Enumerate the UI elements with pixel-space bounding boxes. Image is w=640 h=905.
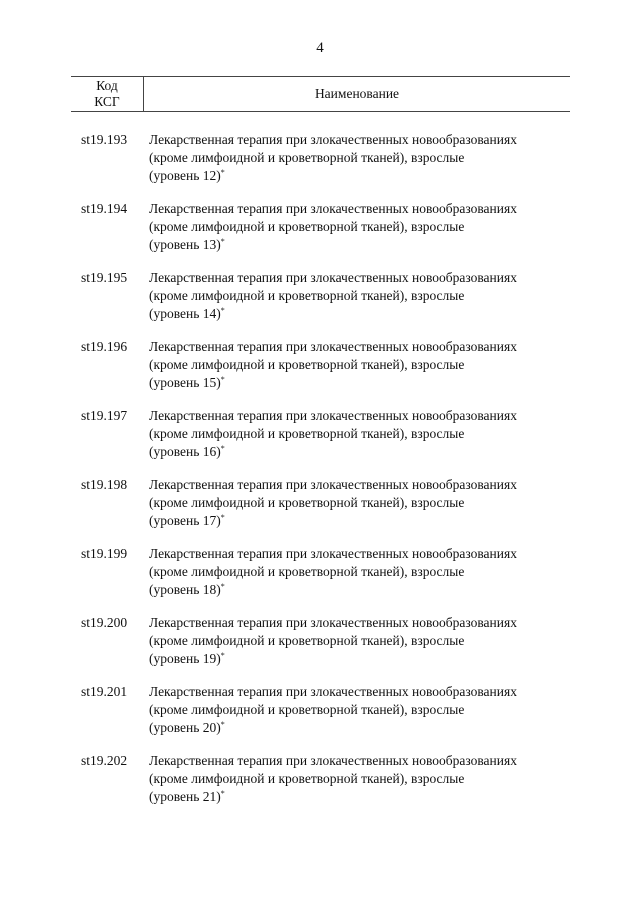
footnote-mark: * [220, 513, 225, 522]
header-code-line1: Код [96, 78, 118, 93]
header-code-cell [71, 77, 144, 111]
row-name [149, 683, 574, 737]
footnote-mark: * [220, 168, 225, 177]
footnote-mark: * [220, 306, 225, 315]
table-row [0, 545, 640, 614]
row-name [149, 131, 574, 185]
table-body [0, 131, 640, 821]
row-code: st19.194 [81, 201, 128, 216]
row-name-line: Лекарственная терапия при злокачественных новообразованиях [149, 684, 517, 699]
row-name-line [149, 443, 574, 461]
header-name-cell: Наименование [314, 86, 400, 101]
row-name-line [149, 512, 574, 530]
footnote-mark: * [220, 582, 225, 591]
footnote-mark: * [220, 375, 225, 384]
row-code: st19.198 [81, 477, 128, 492]
row-code: st19.193 [81, 132, 128, 147]
footnote-mark: * [220, 789, 225, 798]
row-name-line: Лекарственная терапия при злокачественных новообразованиях [149, 615, 517, 630]
row-name-line [149, 374, 574, 392]
row-level: (уровень 18) [149, 582, 221, 597]
row-code: st19.202 [81, 753, 128, 768]
row-code: st19.197 [81, 408, 128, 423]
table-row [0, 476, 640, 545]
row-name-line [149, 167, 574, 185]
table-row [0, 752, 640, 821]
row-name [149, 407, 574, 461]
row-name-line [149, 650, 574, 668]
row-name-line: Лекарственная терапия при злокачественных новообразованиях [149, 339, 517, 354]
table-header [71, 76, 570, 112]
row-name [149, 752, 574, 806]
row-name-line: (кроме лимфоидной и кроветворной тканей), взрослые [149, 702, 465, 717]
row-level: (уровень 16) [149, 444, 221, 459]
row-level: (уровень 17) [149, 513, 221, 528]
table-row [0, 338, 640, 407]
row-name-line [149, 236, 574, 254]
row-level: (уровень 15) [149, 375, 221, 390]
row-level: (уровень 12) [149, 168, 221, 183]
table-row [0, 407, 640, 476]
row-level: (уровень 14) [149, 306, 221, 321]
header-code-line2: КСГ [94, 94, 120, 109]
row-name-line: (кроме лимфоидной и кроветворной тканей), взрослые [149, 495, 465, 510]
row-code: st19.199 [81, 546, 128, 561]
row-name-line: (кроме лимфоидной и кроветворной тканей), взрослые [149, 357, 465, 372]
row-name-line: (кроме лимфоидной и кроветворной тканей), взрослые [149, 288, 465, 303]
row-name-line [149, 305, 574, 323]
row-name-line: (кроме лимфоидной и кроветворной тканей), взрослые [149, 150, 465, 165]
row-level: (уровень 19) [149, 651, 221, 666]
row-name-line: (кроме лимфоидной и кроветворной тканей), взрослые [149, 771, 465, 786]
row-name [149, 338, 574, 392]
table-row [0, 683, 640, 752]
row-name-line: (кроме лимфоидной и кроветворной тканей), взрослые [149, 633, 465, 648]
row-level: (уровень 13) [149, 237, 221, 252]
table-row [0, 614, 640, 683]
row-name-line: (кроме лимфоидной и кроветворной тканей), взрослые [149, 564, 465, 579]
table-row [0, 269, 640, 338]
row-name [149, 614, 574, 668]
row-name-line [149, 788, 574, 806]
row-name-line: Лекарственная терапия при злокачественных новообразованиях [149, 477, 517, 492]
row-name [149, 200, 574, 254]
row-name-line: Лекарственная терапия при злокачественных новообразованиях [149, 132, 517, 147]
row-name [149, 545, 574, 599]
footnote-mark: * [220, 720, 225, 729]
row-name-line: Лекарственная терапия при злокачественных новообразованиях [149, 753, 517, 768]
row-code: st19.195 [81, 270, 128, 285]
footnote-mark: * [220, 651, 225, 660]
row-name-line: Лекарственная терапия при злокачественных новообразованиях [149, 201, 517, 216]
table-row [0, 200, 640, 269]
row-code: st19.201 [81, 684, 128, 699]
page-number: 4 [316, 40, 324, 56]
row-name-line: Лекарственная терапия при злокачественных новообразованиях [149, 408, 517, 423]
row-code: st19.196 [81, 339, 128, 354]
row-name-line [149, 719, 574, 737]
row-name [149, 269, 574, 323]
row-code: st19.200 [81, 615, 128, 630]
row-name-line: (кроме лимфоидной и кроветворной тканей), взрослые [149, 219, 465, 234]
row-name-line: Лекарственная терапия при злокачественных новообразованиях [149, 270, 517, 285]
row-name-line: Лекарственная терапия при злокачественных новообразованиях [149, 546, 517, 561]
row-name-line: (кроме лимфоидной и кроветворной тканей), взрослые [149, 426, 465, 441]
row-name-line [149, 581, 574, 599]
row-level: (уровень 20) [149, 720, 221, 735]
row-name [149, 476, 574, 530]
row-level: (уровень 21) [149, 789, 221, 804]
footnote-mark: * [220, 237, 225, 246]
table-row [0, 131, 640, 200]
footnote-mark: * [220, 444, 225, 453]
